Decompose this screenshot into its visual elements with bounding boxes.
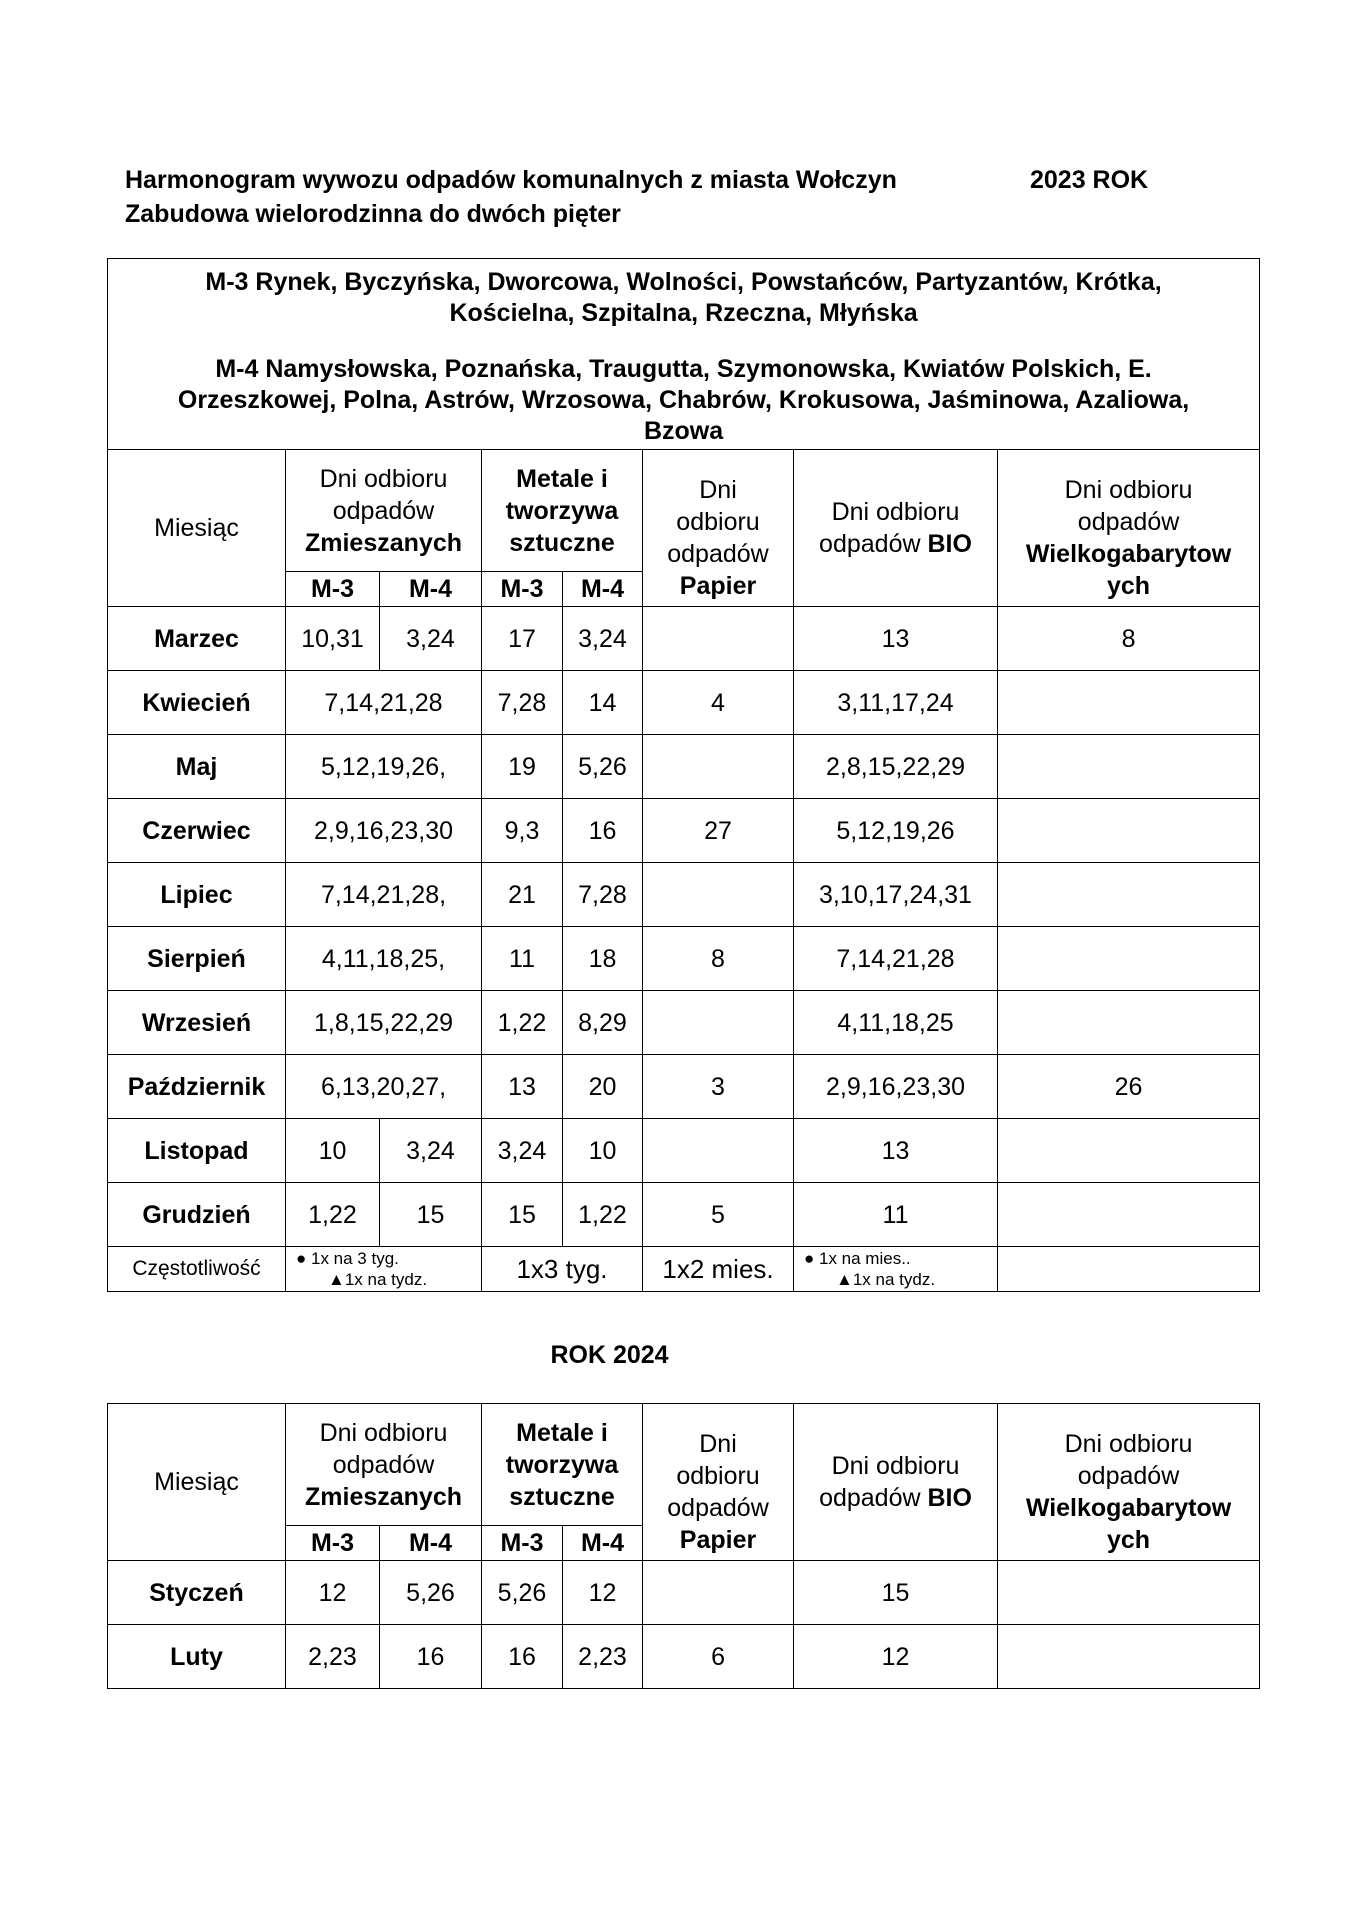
metal-m4-cell: 16 bbox=[563, 799, 643, 863]
paper-cell bbox=[643, 735, 794, 799]
header-bio: Dni odbioru odpadów BIO bbox=[794, 1404, 998, 1561]
year-2024-heading: ROK 2024 bbox=[550, 1341, 669, 1369]
bio-cell: 5,12,19,26 bbox=[794, 799, 998, 863]
month-cell: Październik bbox=[108, 1055, 286, 1119]
table-row bbox=[108, 863, 1260, 927]
header-mixed: Dni odbioru odpadów Zmieszanych bbox=[286, 1404, 482, 1526]
mixed-m3-cell: 10,31 bbox=[286, 607, 380, 671]
table-row bbox=[108, 1055, 1260, 1119]
mixed-cell: 7,14,21,28 bbox=[286, 671, 482, 735]
frequency-bulky bbox=[998, 1247, 1260, 1292]
metal-m4-cell: 5,26 bbox=[563, 735, 643, 799]
header-bio: Dni odbioru odpadów BIO bbox=[794, 450, 998, 607]
bio-cell: 11 bbox=[794, 1183, 998, 1247]
streets-m3-line: Kościelna, Szpitalna, Rzeczna, Młyńska bbox=[449, 299, 918, 327]
subheader-m4: M-4 bbox=[380, 572, 482, 607]
paper-cell bbox=[643, 607, 794, 671]
metal-m3-cell: 13 bbox=[482, 1055, 563, 1119]
title-year: 2023 ROK bbox=[1030, 166, 1149, 194]
metal-m4-cell: 8,29 bbox=[563, 991, 643, 1055]
document-title bbox=[125, 163, 1185, 231]
header-bulky: Dni odbioru odpadów Wielkogabarytow ych bbox=[998, 450, 1260, 607]
metal-m3-cell: 21 bbox=[482, 863, 563, 927]
month-cell: Maj bbox=[108, 735, 286, 799]
paper-cell bbox=[643, 863, 794, 927]
table-row bbox=[108, 1183, 1260, 1247]
metal-m3-cell: 15 bbox=[482, 1183, 563, 1247]
paper-cell: 27 bbox=[643, 799, 794, 863]
bio-cell: 2,8,15,22,29 bbox=[794, 735, 998, 799]
paper-cell bbox=[643, 991, 794, 1055]
month-cell: Marzec bbox=[108, 607, 286, 671]
subheader-m3: M-3 bbox=[286, 1526, 380, 1561]
paper-cell bbox=[643, 1561, 794, 1625]
header-metal-plastic: Metale i tworzywa sztuczne bbox=[482, 1404, 643, 1526]
bio-cell: 2,9,16,23,30 bbox=[794, 1055, 998, 1119]
table-row bbox=[108, 927, 1260, 991]
header-metal-plastic: Metale i tworzywa sztuczne bbox=[482, 450, 643, 572]
metal-m4-cell: 3,24 bbox=[563, 607, 643, 671]
mixed-m4-cell: 15 bbox=[380, 1183, 482, 1247]
metal-m3-cell: 3,24 bbox=[482, 1119, 563, 1183]
metal-m4-cell: 18 bbox=[563, 927, 643, 991]
table-row bbox=[108, 1119, 1260, 1183]
subheader-m4: M-4 bbox=[380, 1526, 482, 1561]
bio-cell: 13 bbox=[794, 1119, 998, 1183]
bulky-cell: 26 bbox=[998, 1055, 1260, 1119]
paper-cell: 3 bbox=[643, 1055, 794, 1119]
bulky-cell bbox=[998, 735, 1260, 799]
month-cell: Kwiecień bbox=[108, 671, 286, 735]
mixed-m4-cell: 16 bbox=[380, 1625, 482, 1689]
mixed-m3-cell: 1,22 bbox=[286, 1183, 380, 1247]
bio-cell: 4,11,18,25 bbox=[794, 991, 998, 1055]
table-row bbox=[108, 991, 1260, 1055]
bulky-cell bbox=[998, 1625, 1260, 1689]
paper-cell: 4 bbox=[643, 671, 794, 735]
month-cell: Sierpień bbox=[108, 927, 286, 991]
bio-cell: 12 bbox=[794, 1625, 998, 1689]
month-cell: Lipiec bbox=[108, 863, 286, 927]
table-row bbox=[108, 1625, 1260, 1689]
streets-m3-line: M-3 Rynek, Byczyńska, Dworcowa, Wolności, Powstańców, Partyzantów, Krótka, bbox=[205, 268, 1162, 296]
header-paper: Dni odbioru odpadów Papier bbox=[643, 450, 794, 607]
paper-cell bbox=[643, 1119, 794, 1183]
bulky-cell: 8 bbox=[998, 607, 1260, 671]
metal-m4-cell: 10 bbox=[563, 1119, 643, 1183]
month-cell: Listopad bbox=[108, 1119, 286, 1183]
mixed-cell: 2,9,16,23,30 bbox=[286, 799, 482, 863]
frequency-label: Częstotliwość bbox=[108, 1247, 286, 1292]
metal-m3-cell: 7,28 bbox=[482, 671, 563, 735]
frequency-bio: ● 1x na mies.. ▲1x na tydz. bbox=[794, 1247, 998, 1292]
table-row bbox=[108, 671, 1260, 735]
metal-m4-cell: 12 bbox=[563, 1561, 643, 1625]
paper-cell: 5 bbox=[643, 1183, 794, 1247]
table-row bbox=[108, 607, 1260, 671]
month-cell: Wrzesień bbox=[108, 991, 286, 1055]
mixed-cell: 7,14,21,28, bbox=[286, 863, 482, 927]
schedule-table-2023 bbox=[107, 258, 1260, 1292]
subheader-m3: M-3 bbox=[482, 572, 563, 607]
frequency-paper: 1x2 mies. bbox=[643, 1247, 794, 1292]
bio-cell: 13 bbox=[794, 607, 998, 671]
header-mixed: Dni odbioru odpadów Zmieszanych bbox=[286, 450, 482, 572]
header-bulky: Dni odbioru odpadów Wielkogabarytow ych bbox=[998, 1404, 1260, 1561]
streets-m4-line: Bzowa bbox=[643, 417, 724, 445]
header-paper: Dni odbioru odpadów Papier bbox=[643, 1404, 794, 1561]
month-cell: Luty bbox=[108, 1625, 286, 1689]
month-cell: Czerwiec bbox=[108, 799, 286, 863]
header-month: Miesiąc bbox=[108, 450, 286, 607]
metal-m4-cell: 14 bbox=[563, 671, 643, 735]
subheader-m4: M-4 bbox=[563, 1526, 643, 1561]
metal-m4-cell: 2,23 bbox=[563, 1625, 643, 1689]
mixed-m3-cell: 10 bbox=[286, 1119, 380, 1183]
metal-m4-cell: 7,28 bbox=[563, 863, 643, 927]
title-subheading: Zabudowa wielorodzinna do dwóch pięter bbox=[125, 200, 621, 228]
bulky-cell bbox=[998, 927, 1260, 991]
subheader-m4: M-4 bbox=[563, 572, 643, 607]
metal-m3-cell: 17 bbox=[482, 607, 563, 671]
metal-m4-cell: 20 bbox=[563, 1055, 643, 1119]
bio-cell: 3,10,17,24,31 bbox=[794, 863, 998, 927]
schedule-table-2024 bbox=[107, 1403, 1260, 1689]
table-row bbox=[108, 735, 1260, 799]
mixed-m3-cell: 2,23 bbox=[286, 1625, 380, 1689]
table-row bbox=[108, 799, 1260, 863]
bulky-cell bbox=[998, 991, 1260, 1055]
streets-cell bbox=[108, 259, 1260, 450]
bio-cell: 7,14,21,28 bbox=[794, 927, 998, 991]
streets-m4-line: M-4 Namysłowska, Poznańska, Traugutta, Szymonowska, Kwiatów Polskich, E. bbox=[215, 355, 1152, 383]
mixed-m3-cell: 12 bbox=[286, 1561, 380, 1625]
mixed-m4-cell: 3,24 bbox=[380, 607, 482, 671]
metal-m4-cell: 1,22 bbox=[563, 1183, 643, 1247]
bulky-cell bbox=[998, 671, 1260, 735]
metal-m3-cell: 5,26 bbox=[482, 1561, 563, 1625]
metal-m3-cell: 11 bbox=[482, 927, 563, 991]
metal-m3-cell: 19 bbox=[482, 735, 563, 799]
mixed-m4-cell: 3,24 bbox=[380, 1119, 482, 1183]
bio-cell: 15 bbox=[794, 1561, 998, 1625]
bulky-cell bbox=[998, 863, 1260, 927]
month-cell: Grudzień bbox=[108, 1183, 286, 1247]
frequency-mixed: ● 1x na 3 tyg. ▲1x na tydz. bbox=[286, 1247, 482, 1292]
paper-cell: 8 bbox=[643, 927, 794, 991]
frequency-metal: 1x3 tyg. bbox=[482, 1247, 643, 1292]
title-heading: Harmonogram wywozu odpadów komunalnych z miasta Wołczyn bbox=[125, 166, 897, 194]
mixed-cell: 6,13,20,27, bbox=[286, 1055, 482, 1119]
header-month: Miesiąc bbox=[108, 1404, 286, 1561]
table-row bbox=[108, 1561, 1260, 1625]
mixed-cell: 5,12,19,26, bbox=[286, 735, 482, 799]
subheader-m3: M-3 bbox=[286, 572, 380, 607]
subheader-m3: M-3 bbox=[482, 1526, 563, 1561]
bulky-cell bbox=[998, 1183, 1260, 1247]
paper-cell: 6 bbox=[643, 1625, 794, 1689]
bulky-cell bbox=[998, 799, 1260, 863]
month-cell: Styczeń bbox=[108, 1561, 286, 1625]
metal-m3-cell: 9,3 bbox=[482, 799, 563, 863]
streets-m4-line: Orzeszkowej, Polna, Astrów, Wrzosowa, Chabrów, Krokusowa, Jaśminowa, Azaliowa, bbox=[177, 386, 1190, 414]
mixed-m4-cell: 5,26 bbox=[380, 1561, 482, 1625]
bulky-cell bbox=[998, 1561, 1260, 1625]
bio-cell: 3,11,17,24 bbox=[794, 671, 998, 735]
bulky-cell bbox=[998, 1119, 1260, 1183]
mixed-cell: 4,11,18,25, bbox=[286, 927, 482, 991]
mixed-cell: 1,8,15,22,29 bbox=[286, 991, 482, 1055]
frequency-row bbox=[108, 1247, 1260, 1292]
metal-m3-cell: 1,22 bbox=[482, 991, 563, 1055]
metal-m3-cell: 16 bbox=[482, 1625, 563, 1689]
